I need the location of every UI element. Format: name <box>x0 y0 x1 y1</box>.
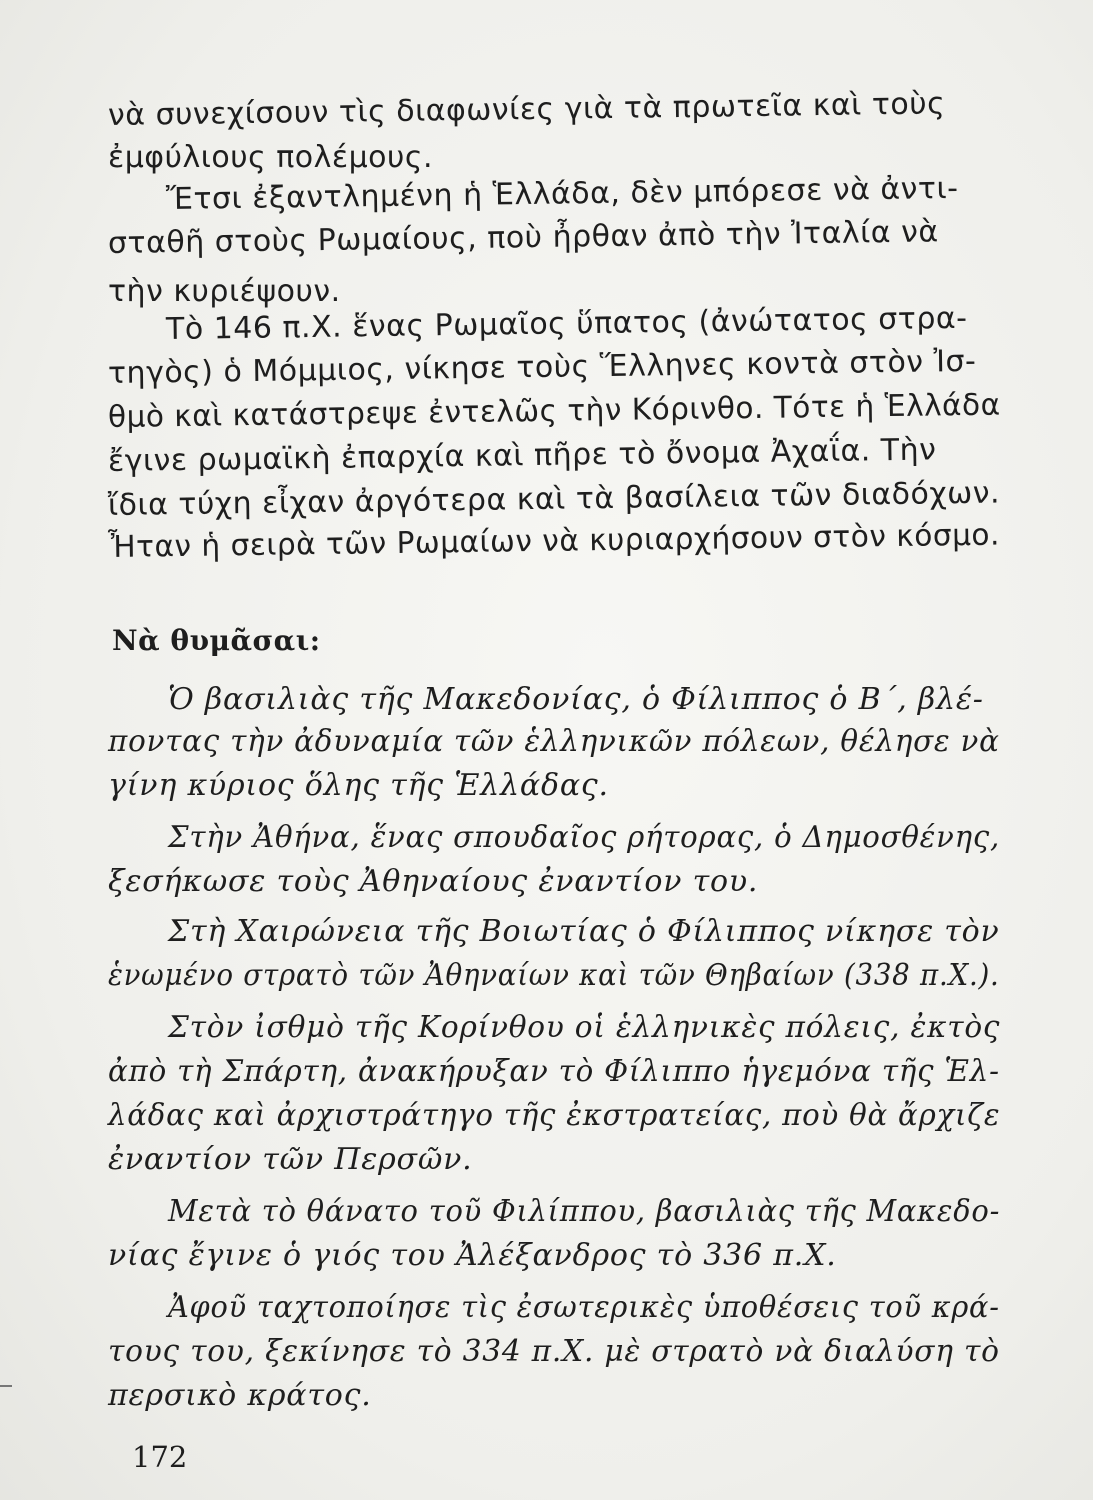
summary-line: Στὸν ἰσθμὸ τῆς Κορίνθου οἱ ἑλληνικὲς πόλεις, ἐκτὸς <box>168 1010 1001 1045</box>
summary-line: ποντας τὴν ἀδυναμία τῶν ἑλληνικῶν πόλεων, θέλησε νὰ <box>108 724 1000 759</box>
body-line: τὴν κυριέψουν. <box>108 274 341 309</box>
body-line: τηγὸς) ὁ Μόμμιος, νίκησε τοὺς Ἕλληνες κοντὰ στὸν Ἰσ- <box>107 343 977 391</box>
summary-line: νίας ἔγινε ὁ γιός του Ἀλέξανδρος τὸ 336 π.Χ. <box>108 1238 837 1273</box>
summary-line: λάδας καὶ ἀρχιστράτηγο τῆς ἐκστρατείας, ποὺ θὰ ἄρχιζε <box>108 1098 1001 1133</box>
body-line: ἐμφύλιους πολέμους. <box>108 140 434 175</box>
summary-line: Ἀφοῦ ταχτοποίησε τὶς ἐσωτερικὲς ὑποθέσεις τοῦ κρά- <box>168 1290 1000 1325</box>
body-line: θμὸ καὶ κατάστρεψε ἐντελῶς τὴν Κόρινθο. Τότε ἡ Ἑλλάδα <box>107 387 1001 435</box>
summary-heading: Νὰ θυμᾶσαι: <box>112 624 321 657</box>
summary-line: Μετὰ τὸ θάνατο τοῦ Φιλίππου, βασιλιὰς τῆς Μακεδο- <box>168 1194 1001 1229</box>
body-line: ἴδια τύχη εἶχαν ἀργότερα καὶ τὰ βασίλεια τῶν διαδόχων. <box>107 475 1001 523</box>
body-line: νὰ συνεχίσουν τὶς διαφωνίες γιὰ τὰ πρωτεῖα καὶ τοὺς <box>107 86 946 133</box>
margin-mark <box>0 1385 12 1387</box>
summary-line: Στὴ Χαιρώνεια τῆς Βοιωτίας ὁ Φίλιππος νίκησε τὸν <box>168 914 1000 949</box>
body-line: Ἦταν ἡ σειρὰ τῶν Ρωμαίων νὰ κυριαρχήσουν στὸν κόσμο. <box>107 517 1001 565</box>
body-line: Τὸ 146 π.Χ. ἕνας Ρωμαῖος ὕπατος (ἀνώτατος στρα- <box>165 300 968 347</box>
summary-line: Ὁ βασιλιὰς τῆς Μακεδονίας, ὁ Φίλιππος ὁ Β΄, βλέ- <box>168 682 984 717</box>
summary-line: περσικὸ κράτος. <box>108 1378 372 1413</box>
summary-line: ξεσήκωσε τοὺς Ἀθηναίους ἐναντίον του. <box>108 864 759 899</box>
body-line: σταθῆ στοὺς Ρωμαίους, ποὺ ἦρθαν ἀπὸ τὴν Ἰταλία νὰ <box>107 214 939 261</box>
summary-line: Στὴν Ἀθήνα, ἕνας σπουδαῖος ρήτορας, ὁ Δημοσθένης, <box>168 820 1000 855</box>
summary-line: ἐναντίον τῶν Περσῶν. <box>108 1142 473 1177</box>
body-line: ἔγινε ρωμαϊκὴ ἐπαρχία καὶ πῆρε τὸ ὄνομα Ἀχαΐα. Τὴν <box>107 432 937 479</box>
body-line: Ἔτσι ἐξαντλημένη ἡ Ἑλλάδα, δὲν μπόρεσε νὰ ἀντι- <box>165 170 959 217</box>
summary-line: τους του, ξεκίνησε τὸ 334 π.Χ. μὲ στρατὸ νὰ διαλύση τὸ <box>108 1334 1000 1369</box>
page-number: 172 <box>132 1440 188 1474</box>
summary-line: γίνη κύριος ὅλης τῆς Ἑλλάδας. <box>108 768 609 803</box>
summary-line: ἑνωμένο στρατὸ τῶν Ἀθηναίων καὶ τῶν Θηβαίων (338 π.Χ.). <box>108 958 1000 993</box>
summary-line: ἀπὸ τὴ Σπάρτη, ἀνακήρυξαν τὸ Φίλιππο ἡγεμόνα τῆς Ἑλ- <box>108 1054 1000 1089</box>
